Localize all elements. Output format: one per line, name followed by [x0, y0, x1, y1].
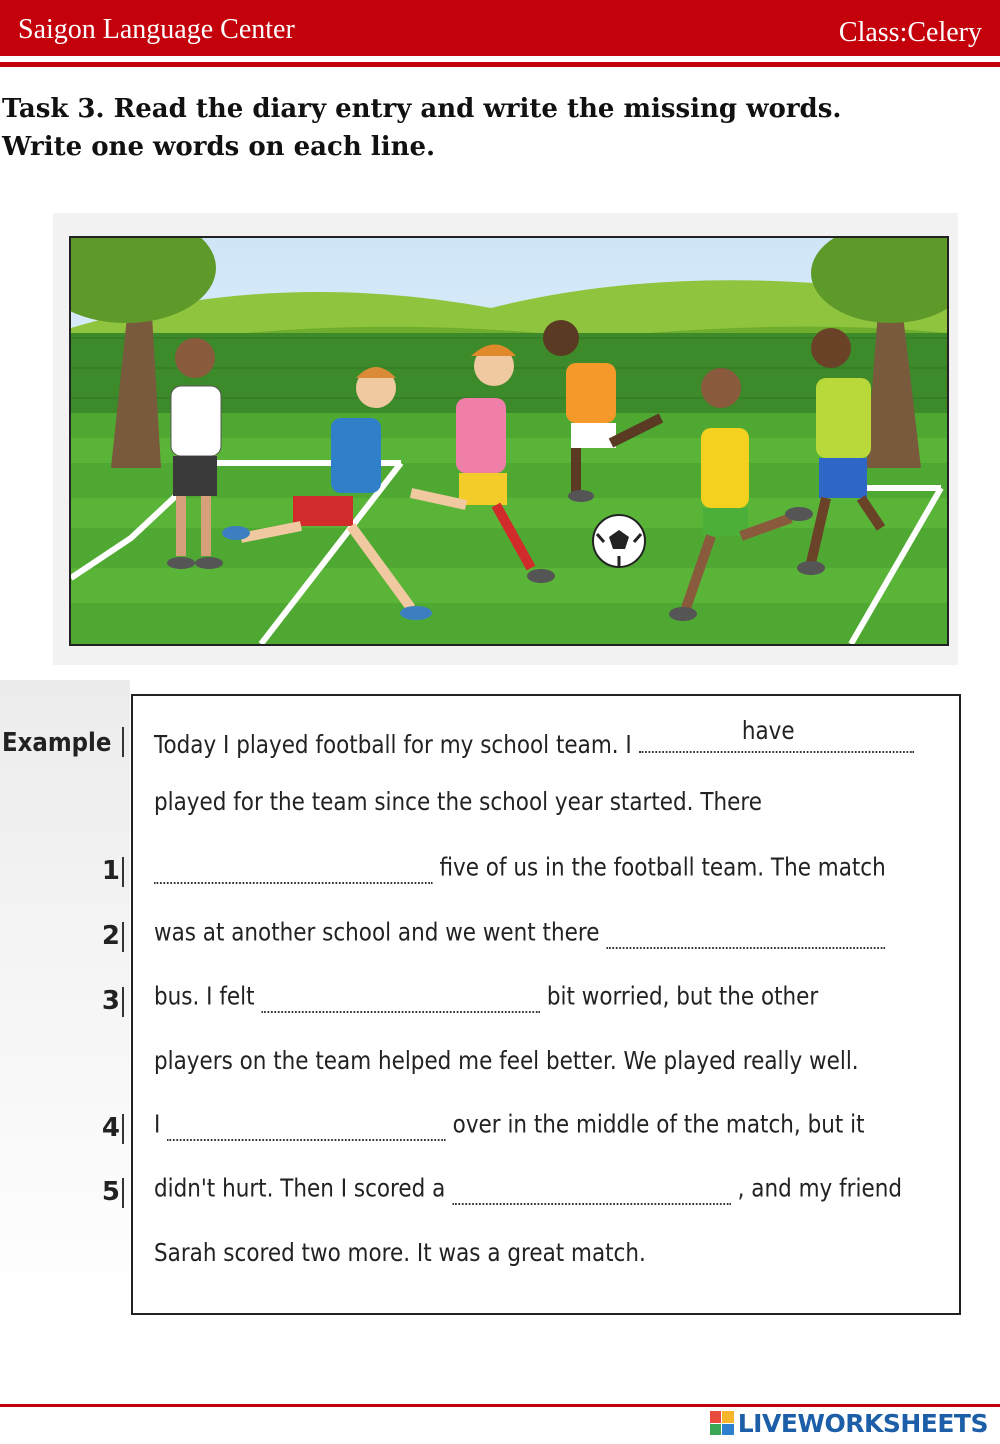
- question-number: 1: [101, 856, 120, 886]
- line-text: I: [154, 1109, 161, 1139]
- margin-tick: [122, 922, 124, 952]
- example-blank: [639, 716, 914, 753]
- line-text: Sarah scored two more. It was a great match.: [154, 1238, 646, 1267]
- diary-line: [154, 787, 842, 827]
- liveworksheets-logo[interactable]: [710, 1408, 988, 1438]
- diary-line-example: [154, 716, 842, 763]
- line-text: , and my friend: [737, 1173, 902, 1203]
- margin-tick: [122, 1114, 124, 1144]
- header-divider: [0, 62, 1000, 67]
- question-number: 5: [101, 1177, 120, 1207]
- line-text: bus. I felt: [154, 981, 255, 1011]
- margin-tick: [122, 987, 124, 1017]
- task-line-2: Write one words on each line.: [2, 132, 436, 162]
- line-text: played for the team since the school year started. There: [154, 787, 762, 816]
- logo-text: LIVEWORKSHEETS: [737, 1408, 988, 1438]
- diary-line-q3: [154, 981, 842, 1021]
- line-text: bit worried, but the other: [546, 981, 819, 1011]
- answer-input-5[interactable]: [452, 1173, 731, 1205]
- liveworksheets-logo-icon: [710, 1411, 734, 1435]
- diary-line: [154, 1238, 842, 1278]
- diary-line: [154, 1046, 859, 1086]
- margin-tick: [122, 857, 124, 887]
- line-text: was at another school and we went there: [154, 917, 600, 947]
- margin-tick: [122, 727, 124, 757]
- diary-line-q2: [154, 917, 842, 957]
- example-label: Example: [2, 728, 112, 758]
- answer-input-4[interactable]: [167, 1109, 446, 1141]
- answer-input-2[interactable]: [606, 917, 885, 949]
- line-text: five of us in the football team. The match: [439, 852, 886, 882]
- page-header: [0, 0, 1000, 56]
- question-number: 3: [101, 986, 120, 1016]
- line-text: over in the middle of the match, but it: [452, 1109, 865, 1139]
- margin-tick: [122, 1178, 124, 1208]
- answer-input-3[interactable]: [261, 981, 540, 1013]
- example-answer: have: [741, 716, 795, 745]
- diary-line-q4: [154, 1109, 865, 1149]
- question-number: 2: [101, 921, 120, 951]
- class-label: Class:Celery: [838, 17, 982, 48]
- footer-divider: [0, 1404, 1000, 1407]
- line-text: players on the team helped me feel better. We played really well.: [154, 1046, 859, 1075]
- line-text: Today I played football for my school team. I: [154, 730, 632, 759]
- diary-line-q5: [154, 1173, 902, 1213]
- task-instruction: [2, 90, 992, 166]
- line-text: didn't hurt. Then I scored a: [154, 1173, 446, 1203]
- answer-input-1[interactable]: [154, 852, 433, 884]
- task-line-1: Task 3. Read the diary entry and write the missing words.: [2, 94, 842, 124]
- diary-line-q1: [154, 852, 886, 892]
- football-illustration: [69, 236, 949, 646]
- center-name: Saigon Language Center: [18, 14, 295, 45]
- question-number: 4: [101, 1113, 120, 1143]
